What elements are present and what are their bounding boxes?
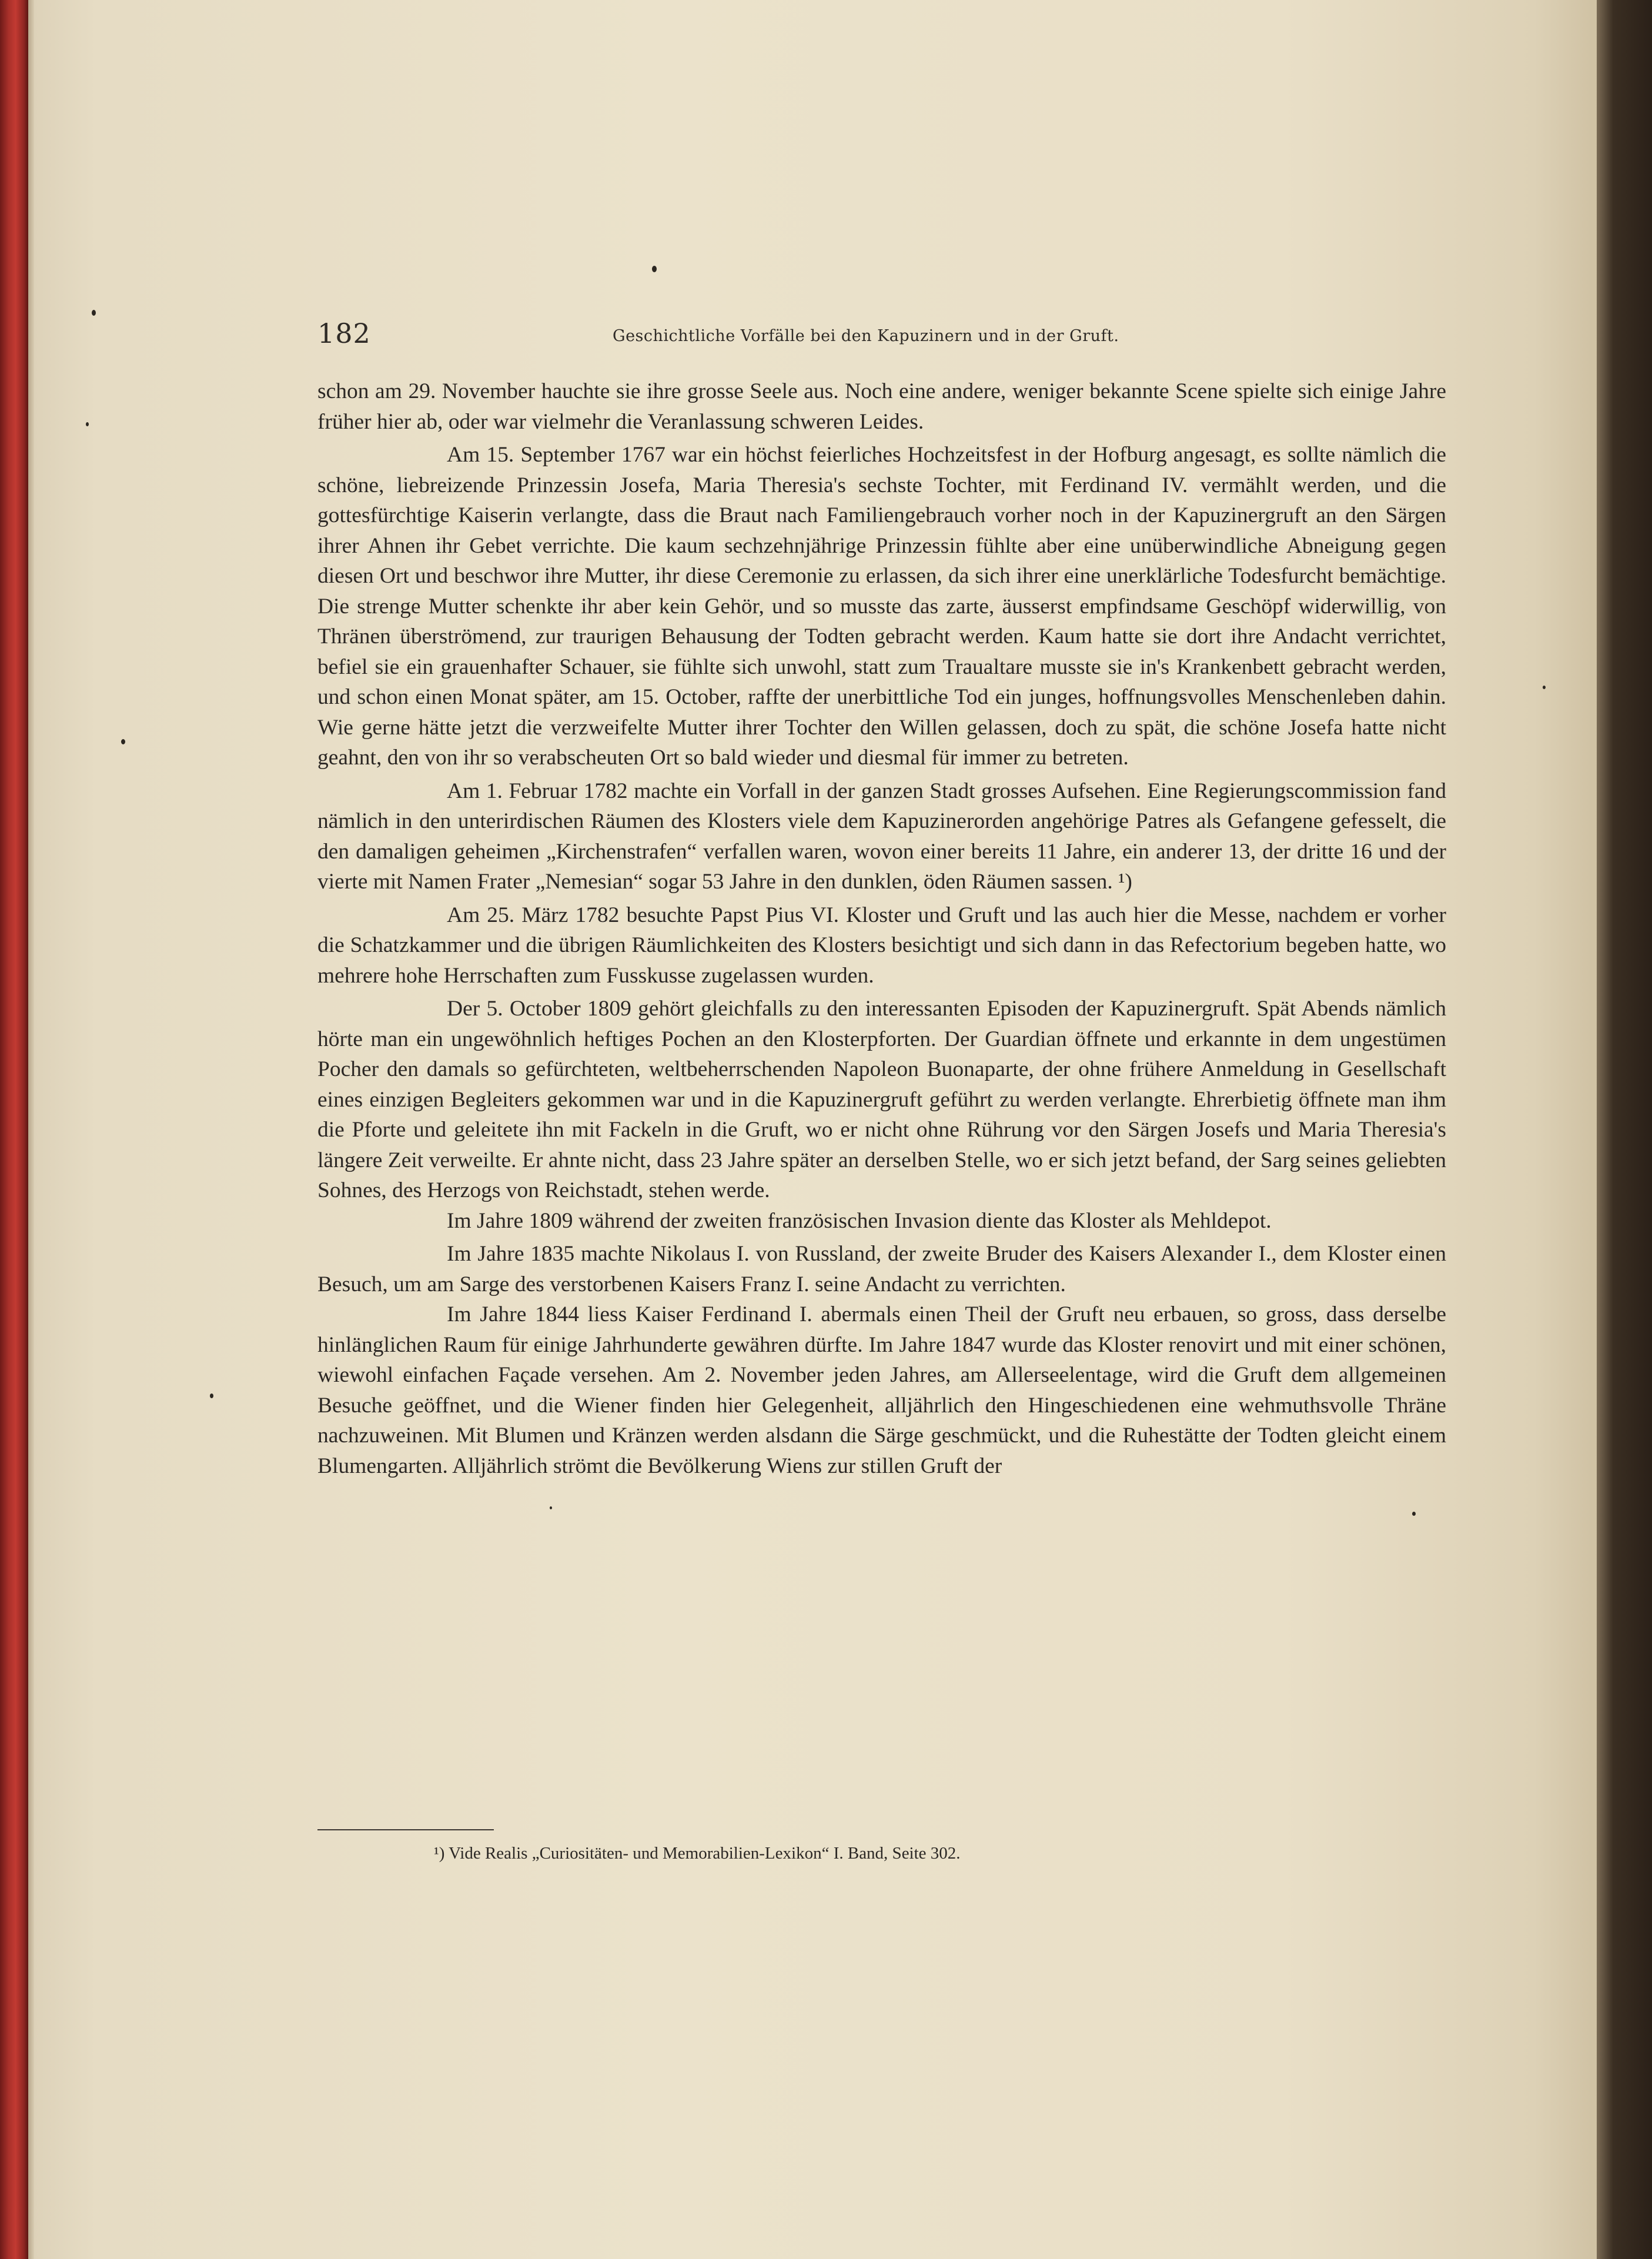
body-text	[317, 376, 1446, 1481]
book-edge-red	[0, 0, 28, 2259]
paragraph: Im Jahre 1835 machte Nikolaus I. von Russland, der zweite Bruder des Kaisers Alexander I., dem Kloster einen Besuch, um am Sarge des verstorbenen Kaisers Franz I. seine Andacht zu verrichten.	[317, 1242, 1446, 1296]
paragraph: Am 15. September 1767 war ein höchst feierliches Hochzeitsfest in der Hofburg angesagt, es sollte nämlich die schöne, liebreizende Prinzessin Josefa, Maria Theresia's sechste Tochter, mit Ferdinand IV. vermählt werden, und die gottesfürchtige Kaiserin verlangte, dass die Braut nach Familiengebrauch vorher noch in der Kapuzinergruft an den Särgen ihrer Ahnen ihr Gebet verrichte. Die kaum sechzehnjährige Prinzessin fühlte aber eine unüberwindliche Abneigung gegen diesen Ort und beschwor ihre Mutter, ihr diese Ceremonie zu erlassen, da sich ihrer eine unerklärliche Todesfurcht bemächtige. Die strenge Mutter schenkte ihr aber kein Gehör, und so musste das zarte, äusserst empfindsame Geschöpf widerwillig, von Thränen überströmend, zur traurigen Behausung der Todten gebracht werden. Kaum hatte sie dort ihre Andacht verrichtet, befiel sie ein grauenhafter Schauer, sie fühlte sich unwohl, statt zum Traualtare musste sie in's Krankenbett gebracht werden, und schon einen Monat später, am 15. October, raffte der unerbittliche Tod ein junges, hoffnungsvolles Menschenleben dahin. Wie gerne hätte jetzt die verzweifelte Mutter ihrer Tochter den Willen gelassen, doch zu spät, die schöne Josefa hatte nicht geahnt, den von ihr so verabscheuten Ort so bald wieder und diesmal für immer zu betreten.	[317, 443, 1446, 770]
scan-background-right	[1597, 0, 1652, 2259]
footnote: ¹) Vide Realis „Curiositäten- und Memorabilien-Lexikon“ I. Band, Seite 302.	[434, 1844, 961, 1863]
paragraph: Der 5. October 1809 gehört gleichfalls zu den interessanten Episoden der Kapuzinergruft. Spät Abends nämlich hörte man ein ungewöhnlich heftiges Pochen an den Klosterpforten. Der Guardian öffnete und erkannte in dem ungestümen Pocher den damals so gefürchteten, weltbeherrschenden Napoleon Buonaparte, der ohne frühere Anmeldung in Gesellschaft eines einzigen Begleiters gekommen war und in die Kapuzinergruft geführt zu werden verlangte. Ehrerbietig öffnete man ihm die Pforte und geleitete ihn mit Fackeln in die Gruft, wo er nicht ohne Rührung vor den Särgen Josefs und Maria Theresia's längere Zeit verweilte. Er ahnte nicht, dass 23 Jahre später an derselben Stelle, wo er sich jetzt befand, der Sarg seines geliebten Sohnes, des Herzogs von Reichstadt, stehen werde.	[317, 997, 1446, 1202]
paragraph: Im Jahre 1809 während der zweiten französischen Invasion diente das Kloster als Mehldepot.	[447, 1208, 1272, 1233]
page-stack-edge	[28, 0, 34, 2259]
paragraph: Am 1. Februar 1782 machte ein Vorfall in der ganzen Stadt grosses Aufsehen. Eine Regierungscommission fand nämlich in den unterirdischen Räumen des Klosters viele dem Kapuzinerorden angehörige Patres als Gefangene gefesselt, die den damaligen geheimen „Kirchenstrafen“ verfallen waren, wovon einer bereits 11 Jahre, ein anderer 13, der dritte 16 und der vierte mit Namen Frater „Nemesian“ sogar 53 Jahre in den dunklen, öden Räumen sassen. ¹)	[317, 778, 1446, 894]
paragraph: Am 25. März 1782 besuchte Papst Pius VI. Kloster und Gruft und las auch hier die Messe, nachdem er vorher die Schatzkammer und die übrigen Räumlichkeiten des Klosters besichtigt und sich dann in das Refectorium begeben hatte, wo mehrere hohe Herrschaften zum Fusskusse zugelassen wurden.	[317, 903, 1446, 988]
paragraph: Im Jahre 1844 liess Kaiser Ferdinand I. abermals einen Theil der Gruft neu erbauen, so gross, dass derselbe hinlänglichen Raum für einige Jahrhunderte gewähren dürfte. Im Jahre 1847 wurde das Kloster renovirt und mit einer schönen, wiewohl einfachen Façade versehen. Am 2. November jeden Jahres, am Allerseelentage, wird die Gruft dem allgemeinen Besuche geöffnet, und die Wiener finden hier Gelegenheit, alljährlich den Hingeschiedenen eine wehmuthsvolle Thräne nachzuweinen. Mit Blumen und Kränzen werden alsdann die Särge geschmückt, und die Ruhestätte der Todten gleicht einem Blumengarten. Alljährlich strömt die Bevölkerung Wiens zur stillen Gruft der	[317, 1302, 1446, 1478]
running-title: Geschichtliche Vorfälle bei den Kapuzinern und in der Gruft.	[613, 327, 1119, 345]
footnote-divider	[317, 1829, 494, 1830]
paragraph: schon am 29. November hauchte sie ihre grosse Seele aus. Noch eine andere, weniger bekannte Scene spielte sich einige Jahre früher hier ab, oder war vielmehr die Veranlassung schweren Leides.	[317, 379, 1446, 434]
running-head	[317, 318, 1164, 359]
page-number: 182	[317, 318, 371, 349]
